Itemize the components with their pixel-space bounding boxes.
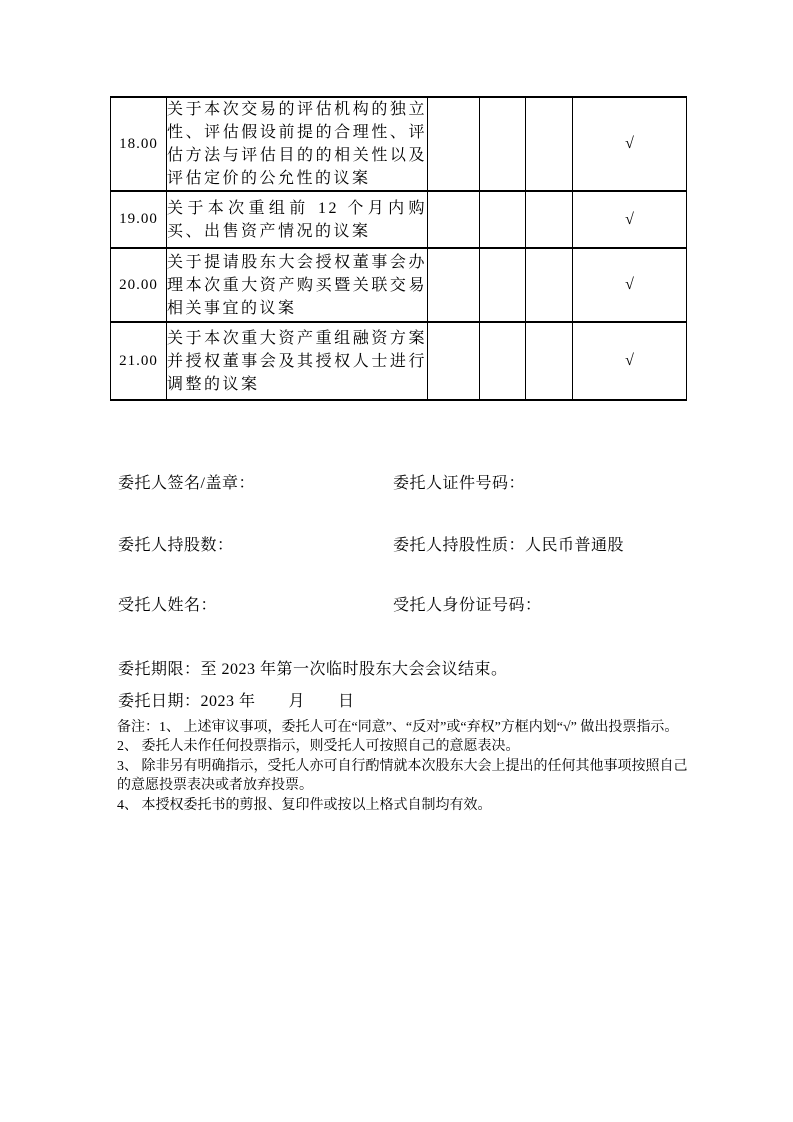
vote-option-cell-1 xyxy=(428,191,480,248)
proxy-name-label: 受托人姓名： xyxy=(118,597,218,614)
remark-2: 2、 委托人未作任何投票指示，则受托人可按照自己的意愿表决。 xyxy=(117,739,520,755)
vote-option-cell-3 xyxy=(526,322,573,400)
vote-option-cell-2 xyxy=(480,322,526,400)
proposal-number: 21.00 xyxy=(111,322,167,400)
proxy-date-line: 委托日期：2023 年 月 日 xyxy=(118,693,355,710)
proposal-number: 19.00 xyxy=(111,191,167,248)
proposal-text: 关于本次交易的评估机构的独立性、评估假设前提的合理性、评估方法与评估目的的相关性以及评估定价的公允性的议案 xyxy=(167,97,428,191)
checkmark-cell: √ xyxy=(573,191,687,248)
table-row xyxy=(111,248,687,322)
table-row xyxy=(111,97,687,191)
remark-1: 备注：1、 上述审议事项，委托人可在“同意”、“反对”或“弃权”方框内划“√” 做出投票指示。 xyxy=(117,720,679,735)
vote-option-cell-2 xyxy=(480,191,526,248)
vote-option-cell-1 xyxy=(428,322,480,400)
proposal-vote-table xyxy=(110,96,687,401)
remark-4: 4、 本授权委托书的剪报、复印件或按以上格式自制均有效。 xyxy=(117,797,492,813)
table-row xyxy=(111,191,687,248)
principal-shares-held-label: 委托人持股数： xyxy=(118,537,234,554)
principal-share-type-label: 委托人持股性质：人民币普通股 xyxy=(393,537,625,554)
vote-option-cell-3 xyxy=(526,191,573,248)
proposal-number: 20.00 xyxy=(111,248,167,322)
vote-option-cell-3 xyxy=(526,97,573,191)
principal-id-number-label: 委托人证件号码： xyxy=(393,475,526,492)
proxy-id-number-label: 受托人身份证号码： xyxy=(393,597,542,614)
proxy-term-line: 委托期限：至 2023 年第一次临时股东大会会议结束。 xyxy=(118,661,508,678)
vote-option-cell-3 xyxy=(526,248,573,322)
checkmark-cell: √ xyxy=(573,97,687,191)
proposal-number: 18.00 xyxy=(111,97,167,191)
remarks-section xyxy=(117,718,698,815)
proposal-text: 关于提请股东大会授权董事会办理本次重大资产购买暨关联交易相关事宜的议案 xyxy=(167,248,428,322)
proposal-text: 关于本次重大资产重组融资方案并授权董事会及其授权人士进行调整的议案 xyxy=(167,322,428,400)
vote-option-cell-1 xyxy=(428,248,480,322)
checkmark-cell: √ xyxy=(573,322,687,400)
remark-3: 3、 除非另有明确指示，受托人亦可自行酌情就本次股东大会上提出的任何其他事项按照自己的意愿投票表决或者放弃投票。 xyxy=(117,758,688,794)
vote-option-cell-1 xyxy=(428,97,480,191)
checkmark-cell: √ xyxy=(573,248,687,322)
principal-signature-label: 委托人签名/盖章： xyxy=(118,475,255,492)
vote-option-cell-2 xyxy=(480,248,526,322)
proposal-text: 关于本次重组前 12 个月内购买、出售资产情况的议案 xyxy=(167,191,428,248)
table-row xyxy=(111,322,687,400)
vote-option-cell-2 xyxy=(480,97,526,191)
